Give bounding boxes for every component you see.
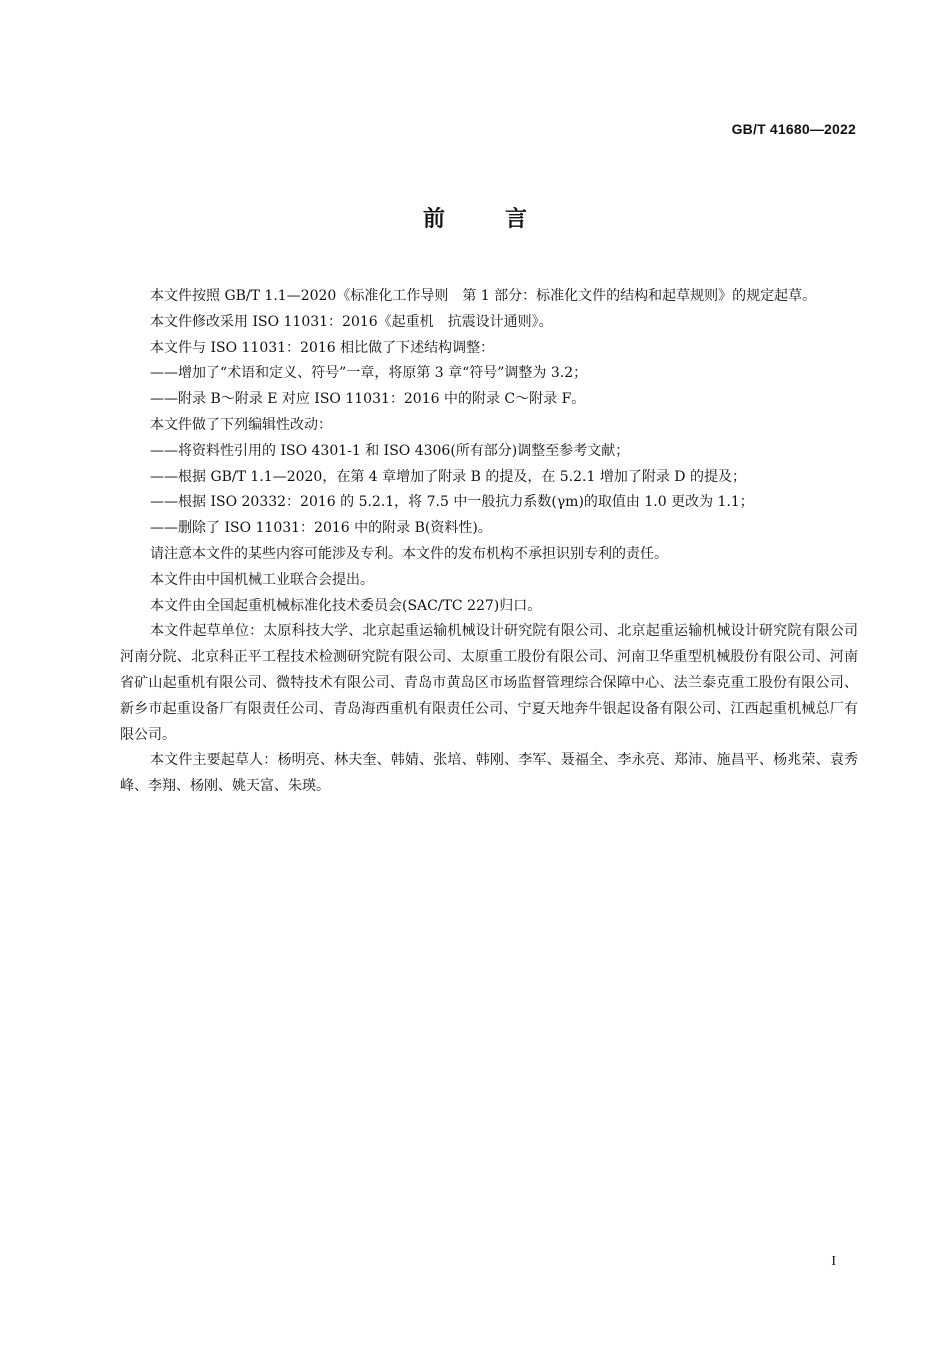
editorial-change-item: ——根据 GB/T 1.1—2020，在第 4 章增加了附录 B 的提及，在 5.2.1 增加了附录 D 的提及； bbox=[150, 468, 746, 485]
editorial-change-item: ——将资料性引用的 ISO 4301-1 和 ISO 4306(所有部分)调整至参考文献； bbox=[150, 442, 630, 459]
page-title: 前言 bbox=[422, 207, 587, 232]
paragraph-editorial-intro: 本文件做了下列编辑性改动： bbox=[150, 416, 332, 433]
paragraph-patent-notice: 请注意本文件的某些内容可能涉及专利。本文件的发布机构不承担识别专利的责任。 bbox=[150, 545, 668, 562]
paragraph-committee: 本文件由全国起重机械标准化技术委员会(SAC/TC 227)归口。 bbox=[150, 597, 542, 614]
editorial-change-item: ——根据 ISO 20332：2016 的 5.2.1，将 7.5 中一般抗力系数(γm)的取值由 1.0 更改为 1.1； bbox=[150, 494, 754, 511]
page-number: I bbox=[831, 1254, 836, 1269]
paragraph-drafting-units: 本文件起草单位：太原科技大学、北京起重运输机械设计研究院有限公司、北京起重运输机械设计研究院有限公司河南分院、北京科正平工程技术检测研究院有限公司、太原重工股份有限公司、河南卫华重型机械股份有限公司、河南省矿山起重机有限公司、微特技术有限公司、青岛市黄岛区市场监督管理综合保障中心、法兰泰克重工股份有限公司、新乡市起重设备厂有限责任公司、青岛海西重机有限责任公司、宁夏天地奔牛银起设备有限公司、江西起重机械总厂有限公司。 bbox=[120, 623, 858, 743]
paragraph-drafters: 本文件主要起草人：杨明亮、林夫奎、韩婧、张培、韩刚、李军、聂福全、李永亮、郑沛、施昌平、杨兆荣、袁秀峰、李翔、杨刚、姚天富、朱瑛。 bbox=[120, 752, 858, 795]
structure-change-item: ——附录 B～附录 E 对应 ISO 11031：2016 中的附录 C～附录 F。 bbox=[150, 391, 586, 408]
paragraph-structure-intro: 本文件与 ISO 11031：2016 相比做了下述结构调整： bbox=[150, 339, 495, 356]
paragraph-drafting-rule: 本文件按照 GB/T 1.1—2020《标准化工作导则 第 1 部分：标准化文件的结构和起草规则》的规定起草。 bbox=[150, 288, 817, 304]
editorial-change-item: ——删除了 ISO 11031：2016 中的附录 B(资料性)。 bbox=[150, 520, 492, 537]
paragraph-proposer: 本文件由中国机械工业联合会提出。 bbox=[150, 571, 374, 588]
paragraph-adoption: 本文件修改采用 ISO 11031：2016《起重机 抗震设计通则》。 bbox=[150, 313, 553, 330]
structure-change-item: ——增加了“术语和定义、符号”一章，将原第 3 章“符号”调整为 3.2； bbox=[150, 365, 588, 382]
preface-body bbox=[120, 284, 858, 800]
standard-code: GB/T 41680—2022 bbox=[731, 121, 856, 137]
